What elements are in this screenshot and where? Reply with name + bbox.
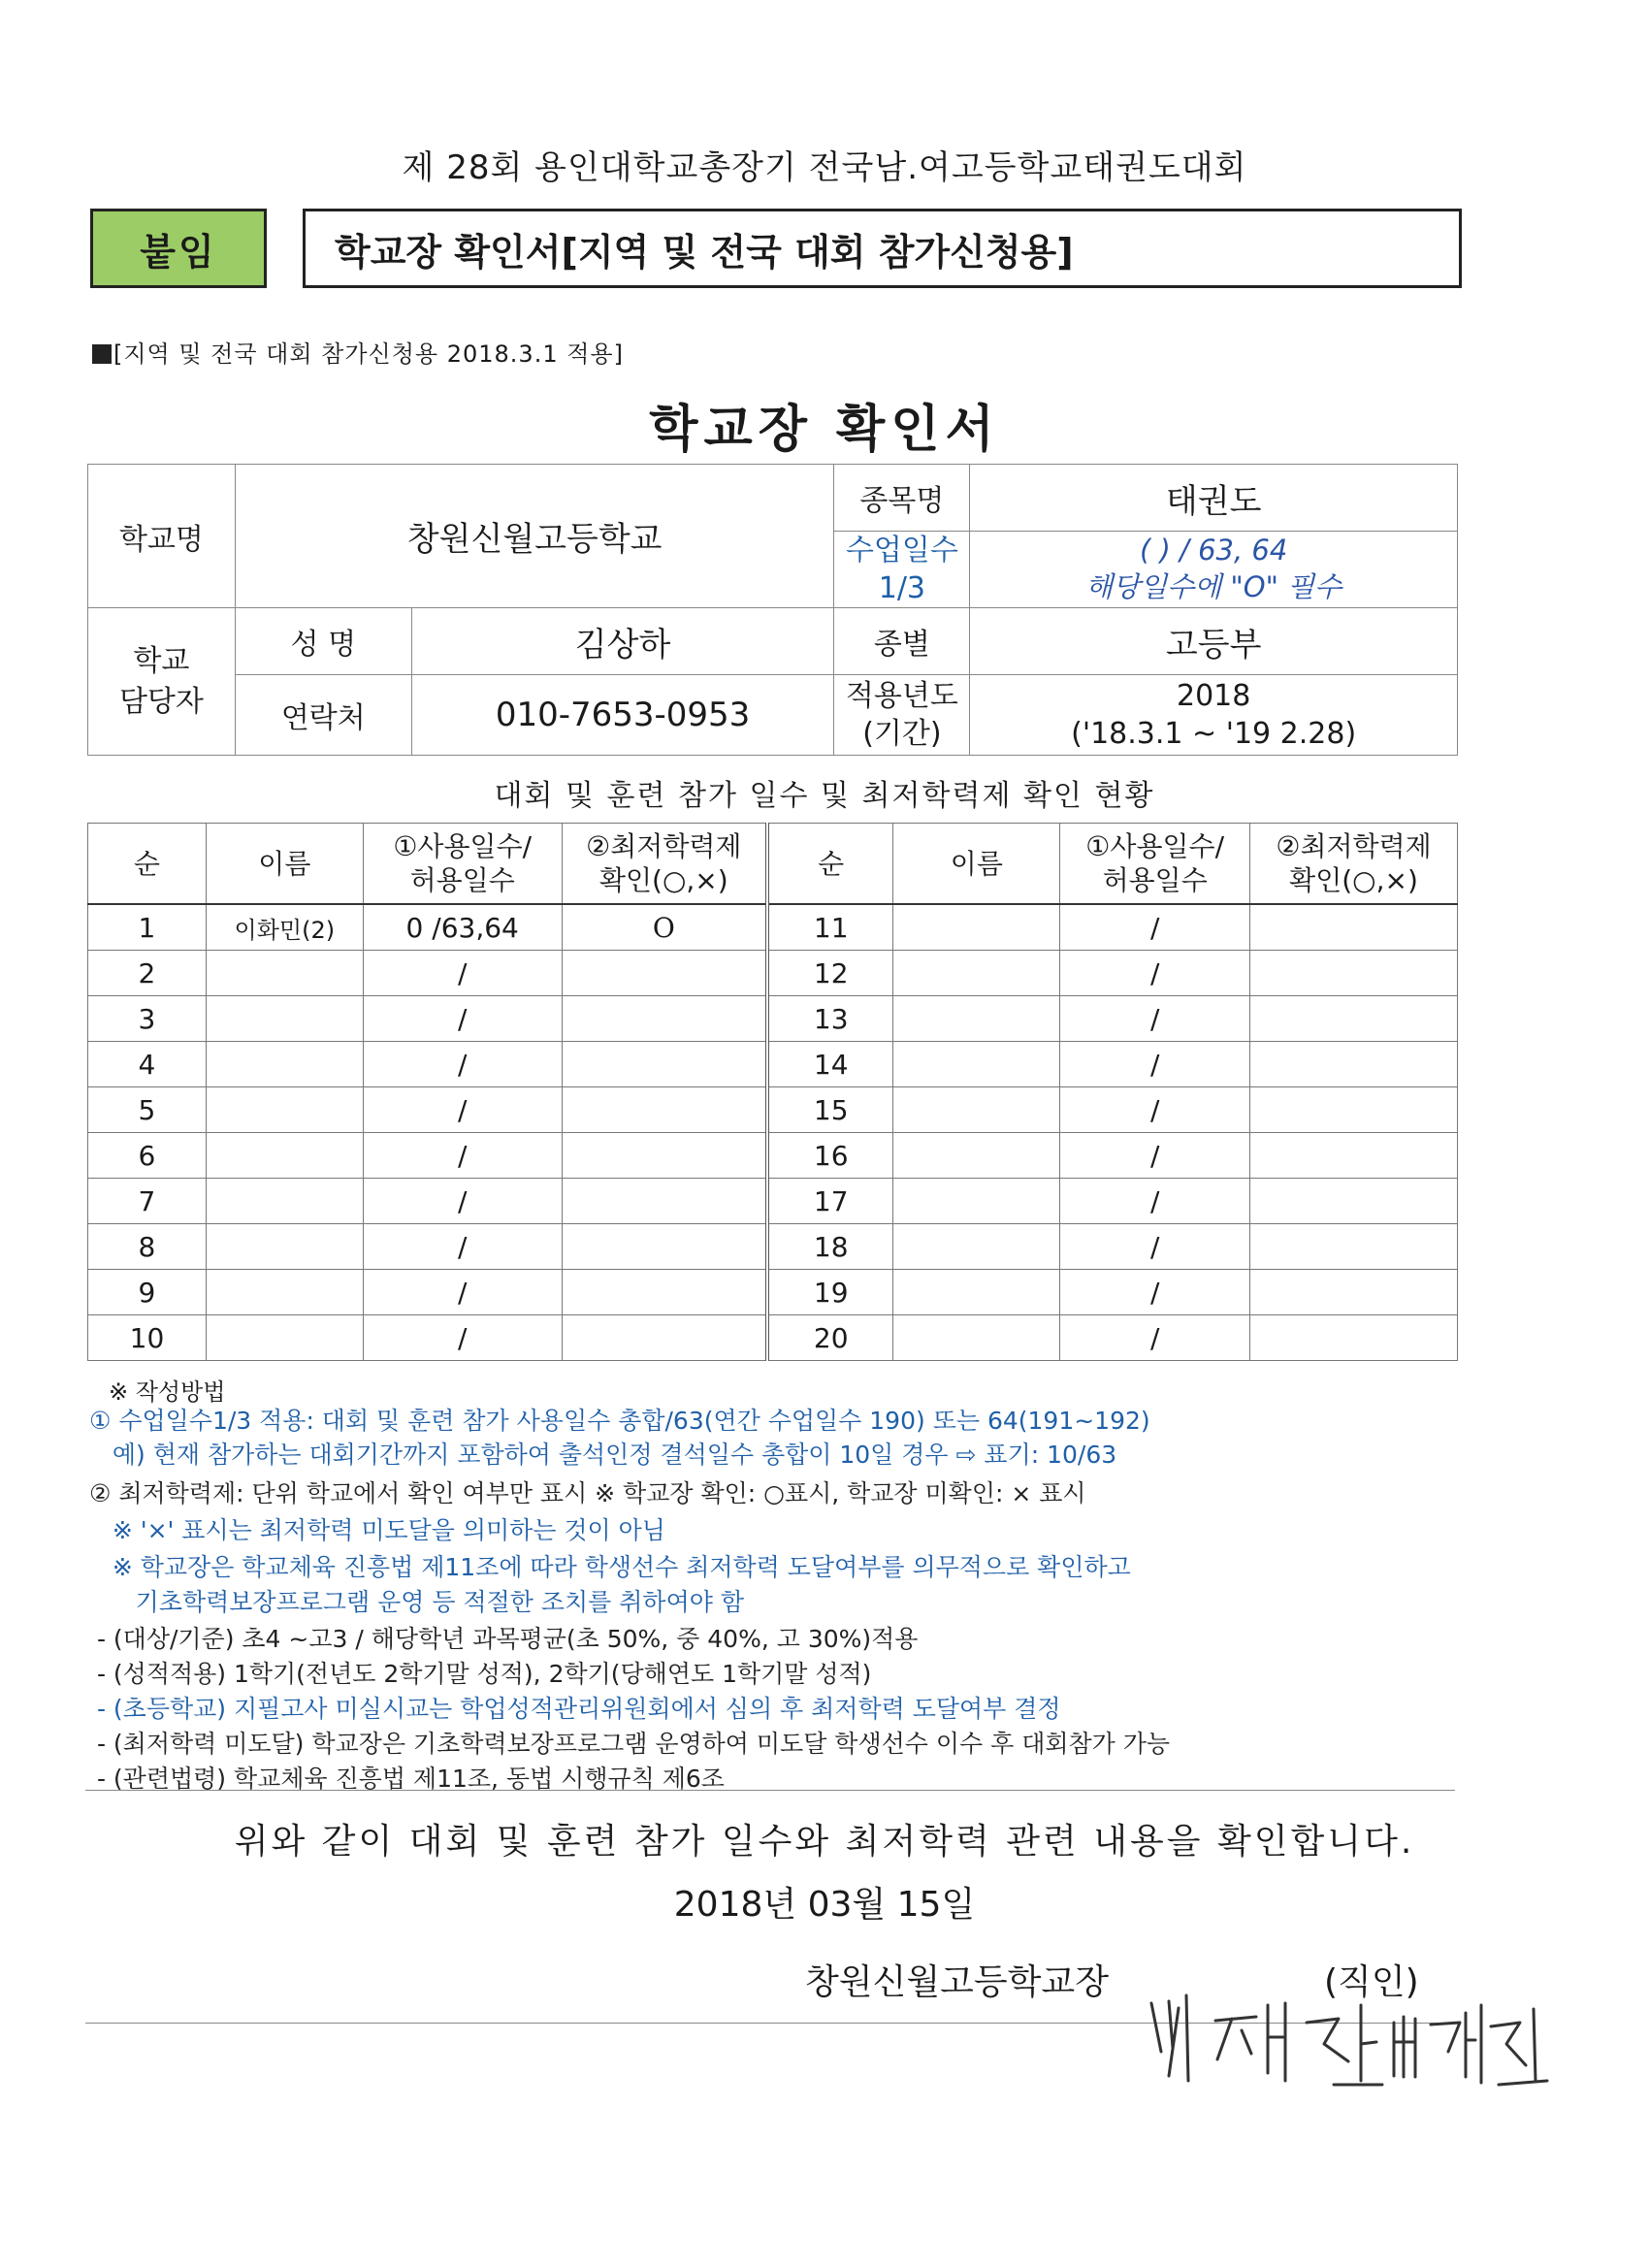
col-header-academic: ②최저학력제 확인(○,×) [1250,824,1458,905]
col-header-days: ①사용일수/ 허용일수 [363,824,562,905]
row-academic [1250,904,1458,951]
row-name [206,1087,363,1133]
method-line: - (관련법령) 학교체육 진흥법 제11조, 동법 시행규칙 제6조 [89,1765,725,1793]
row-academic [1250,1087,1458,1133]
phone-label: 연락처 [235,675,411,756]
row-academic [562,1224,767,1270]
method-line: - (대상/기준) 초4 ~고3 / 해당학년 과목평균(초 50%, 중 40%, 고 30%)적용 [89,1625,919,1653]
row-name [893,996,1060,1042]
participation-rows [88,904,1458,1361]
row-name [206,951,363,996]
person-name-value: 김상하 [411,608,834,675]
row-number: 16 [767,1133,893,1179]
method-line: ① 수업일수1/3 적용: 대회 및 훈련 참가 사용일수 총합/63(연간 수업일수 190) 또는 64(191~192) [89,1407,1150,1435]
col-header-name: 이름 [893,824,1060,905]
square-bullet-icon [92,344,112,364]
row-number: 10 [88,1315,207,1361]
row-name [893,1315,1060,1361]
row-name [893,951,1060,996]
row-academic [1250,1315,1458,1361]
row-name [206,1179,363,1224]
row-academic: O [562,904,767,951]
row-days: / [363,1270,562,1315]
table-row [88,1315,1458,1361]
row-name [893,1042,1060,1087]
row-days: / [363,1315,562,1361]
usage-note: [지역 및 전국 대회 참가신청용 2018.3.1 적용] [92,335,624,369]
row-academic [562,951,767,996]
col-header-days: ①사용일수/ 허용일수 [1060,824,1250,905]
row-days: / [363,996,562,1042]
school-contact-label: 학교 담당자 [88,608,236,756]
school-name-label: 학교명 [88,465,236,608]
division-label: 종별 [834,608,970,675]
row-number: 7 [88,1179,207,1224]
status-section-title: 대회 및 훈련 참가 일수 및 최저학력제 확인 현황 [494,779,1155,813]
sport-value: 태권도 [970,465,1458,532]
row-name: 이화민(2) [206,904,363,951]
method-line: - (초등학교) 지필고사 미실시교는 학업성적관리위원회에서 심의 후 최저학력 도달여부 결정 [89,1695,1061,1723]
class-days-label: 수업일수 1/3 [834,532,970,608]
row-days: / [363,951,562,996]
confirmation-date: 2018년 03월 15일 [673,1885,976,1925]
row-name [893,1133,1060,1179]
row-name [206,1042,363,1087]
seal-label: (직인) [1324,1962,1419,2002]
year-value: 2018 ('18.3.1 ~ '19 2.28) [970,675,1458,756]
row-name [893,1179,1060,1224]
confirmation-statement: 위와 같이 대회 및 훈련 참가 일수와 최저학력 관련 내용을 확인합니다. [234,1822,1415,1862]
form-title: 학교장 확인서[지역 및 전국 대회 참가신청용] [303,209,1462,288]
person-name-label: 성 명 [235,608,411,675]
row-academic [1250,951,1458,996]
row-academic [562,1087,767,1133]
method-line: - (성적적용) 1학기(전년도 2학기말 성적), 2학기(당해연도 1학기말 성적) [89,1660,872,1688]
row-days: / [1060,951,1250,996]
document-title: 학교장 확인서 [649,401,1000,459]
table-row [88,1179,1458,1224]
row-number: 3 [88,996,207,1042]
row-days: / [363,1179,562,1224]
table-row [88,1042,1458,1087]
row-days: / [1060,1224,1250,1270]
school-info-table [87,464,1458,756]
table-row [88,904,1458,951]
row-days: / [363,1042,562,1087]
row-academic [1250,1042,1458,1087]
row-number: 5 [88,1087,207,1133]
participation-table [87,823,1458,1361]
row-days: / [1060,1315,1250,1361]
method-line: ② 최저학력제: 단위 학교에서 확인 여부만 표시 ※ 학교장 확인: ○표시, 학교장 미확인: × 표시 [89,1479,1086,1507]
row-number: 11 [767,904,893,951]
table-row [88,1224,1458,1270]
row-academic [562,1042,767,1087]
row-days: / [363,1087,562,1133]
row-name [206,996,363,1042]
principal-title: 창원신월고등학교장 [805,1962,1109,2002]
division-value: 고등부 [970,608,1458,675]
row-academic [562,1270,767,1315]
row-number: 20 [767,1315,893,1361]
row-name [893,1224,1060,1270]
col-header-name: 이름 [206,824,363,905]
year-label: 적용년도 (기간) [834,675,970,756]
row-days: 0 /63,64 [363,904,562,951]
row-academic [1250,1133,1458,1179]
row-name [206,1133,363,1179]
row-number: 6 [88,1133,207,1179]
event-title: 제 28회 용인대학교총장기 전국남.여고등학교태권도대회 [402,148,1247,187]
table-row [88,1270,1458,1315]
row-days: / [1060,1042,1250,1087]
sport-label: 종목명 [834,465,970,532]
col-header-academic: ②최저학력제 확인(○,×) [562,824,767,905]
row-number: 2 [88,951,207,996]
row-days: / [1060,1179,1250,1224]
row-academic [1250,1224,1458,1270]
method-heading: ※ 작성방법 [109,1378,226,1406]
row-number: 15 [767,1087,893,1133]
row-name [206,1270,363,1315]
row-number: 8 [88,1224,207,1270]
school-name-value: 창원신월고등학교 [235,465,834,608]
row-number: 13 [767,996,893,1042]
handwritten-signature [1140,1984,1557,2100]
row-academic [1250,996,1458,1042]
row-academic [562,1315,767,1361]
method-line: 예) 현재 참가하는 대회기간까지 포함하여 출석인정 결석일수 총합이 10일 경우 ⇨ 표기: 10/63 [89,1441,1117,1469]
row-number: 12 [767,951,893,996]
class-days-value: ( ) / 63, 64 해당일수에 "O" 필수 [970,532,1458,608]
col-header-no: 순 [88,824,207,905]
row-number: 4 [88,1042,207,1087]
row-academic [562,1179,767,1224]
table-row [88,1133,1458,1179]
attachment-badge: 붙임 [90,209,267,288]
row-number: 1 [88,904,207,951]
row-days: / [1060,996,1250,1042]
row-days: / [1060,1087,1250,1133]
row-name [893,1270,1060,1315]
row-number: 14 [767,1042,893,1087]
phone-value: 010-7653-0953 [411,675,834,756]
row-name [893,1087,1060,1133]
table-row [88,1087,1458,1133]
row-number: 19 [767,1270,893,1315]
row-days: / [363,1133,562,1179]
row-academic [1250,1270,1458,1315]
row-academic [562,996,767,1042]
divider [85,1790,1455,1791]
row-days: / [363,1224,562,1270]
row-name [206,1315,363,1361]
row-days: / [1060,1270,1250,1315]
method-line: - (최저학력 미도달) 학교장은 기초학력보장프로그램 운영하여 미도달 학생선수 이수 후 대회참가 가능 [89,1730,1171,1758]
table-row [88,996,1458,1042]
row-name [206,1224,363,1270]
method-line: ※ 학교장은 학교체육 진흥법 제11조에 따라 학생선수 최저학력 도달여부를 의무적으로 확인하고 [89,1553,1131,1581]
col-header-no: 순 [767,824,893,905]
row-days: / [1060,904,1250,951]
method-line: 기초학력보장프로그램 운영 등 적절한 조치를 취하여야 함 [89,1588,744,1616]
row-academic [562,1133,767,1179]
table-row [88,951,1458,996]
row-academic [1250,1179,1458,1224]
method-line: ※ '×' 표시는 최저학력 미도달을 의미하는 것이 아님 [89,1516,665,1544]
row-days: / [1060,1133,1250,1179]
row-number: 9 [88,1270,207,1315]
row-number: 17 [767,1179,893,1224]
row-number: 18 [767,1224,893,1270]
row-name [893,904,1060,951]
